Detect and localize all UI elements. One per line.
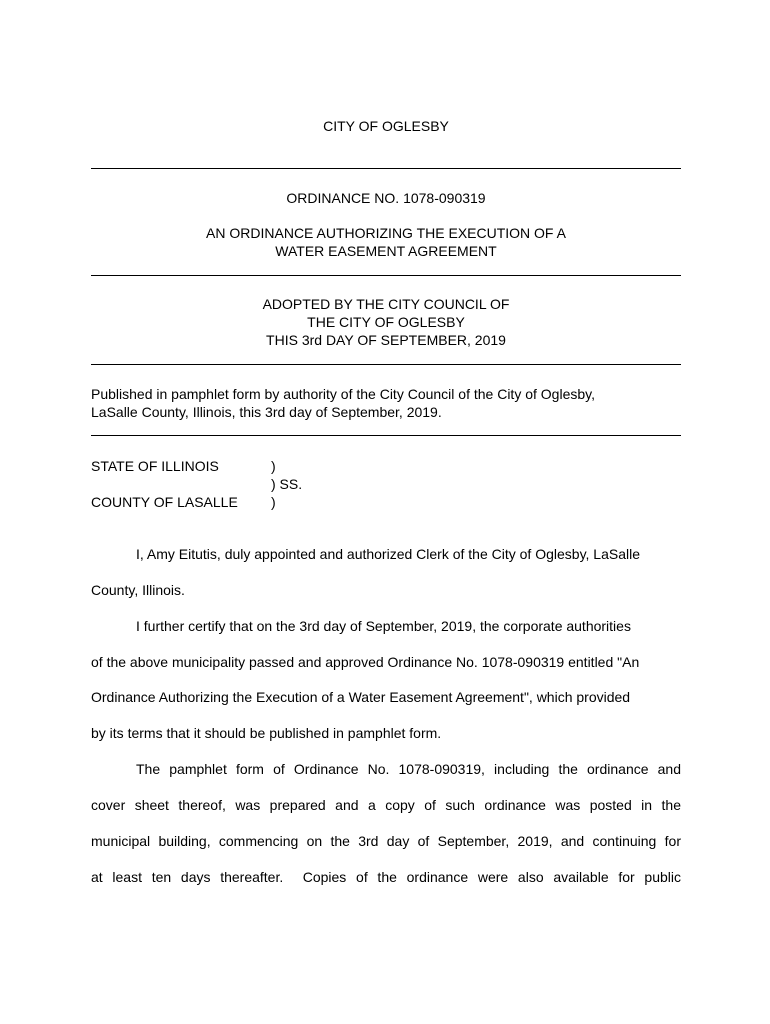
publication-line-2: LaSalle County, Illinois, this 3rd day of September, 2019. bbox=[91, 404, 442, 420]
ordinance-title-line-2: WATER EASEMENT AGREEMENT bbox=[275, 243, 497, 259]
cert-p2-line-3: Ordinance Authorizing the Execution of a Water Easement Agreement", which provided bbox=[91, 689, 631, 705]
cert-p2-line-4: by its terms that it should be published in pamphlet form. bbox=[91, 725, 442, 741]
cert-p1-line-2: County, Illinois. bbox=[91, 582, 185, 598]
venue-bracket-ss: ) SS. bbox=[271, 476, 303, 492]
adoption-line-1: ADOPTED BY THE CITY COUNCIL OF bbox=[262, 296, 510, 312]
divider-rule-2 bbox=[91, 275, 681, 276]
adoption-line-3: THIS 3rd DAY OF SEPTEMBER, 2019 bbox=[266, 332, 506, 348]
cert-p3-line-4: at least ten days thereafter. Copies of the ordinance were also available for public bbox=[91, 869, 681, 885]
divider-rule-3 bbox=[91, 364, 681, 365]
divider-rule-4 bbox=[91, 435, 681, 436]
venue-bracket-1: ) bbox=[271, 458, 276, 474]
divider-rule-1 bbox=[91, 168, 681, 169]
cert-p3-line-3: municipal building, commencing on the 3rd day of September, 2019, and continuing for bbox=[91, 833, 681, 849]
cert-p2-line-1: I further certify that on the 3rd day of September, 2019, the corporate authorities bbox=[136, 618, 631, 634]
venue-bracket-3: ) bbox=[271, 494, 276, 510]
cert-p1-line-1: I, Amy Eitutis, duly appointed and authorized Clerk of the City of Oglesby, LaSalle bbox=[136, 546, 641, 562]
cert-p2-line-2: of the above municipality passed and approved Ordinance No. 1078-090319 entitled "An bbox=[91, 654, 640, 670]
cert-p3-line-2: cover sheet thereof, was prepared and a copy of such ordinance was posted in the bbox=[91, 797, 681, 813]
ordinance-number: ORDINANCE NO. 1078-090319 bbox=[286, 190, 486, 206]
publication-line-1: Published in pamphlet form by authority of the City Council of the City of Oglesby, bbox=[91, 386, 595, 402]
state-label: STATE OF ILLINOIS bbox=[91, 458, 219, 474]
cert-p3-line-1: The pamphlet form of Ordinance No. 1078-090319, including the ordinance and bbox=[136, 761, 681, 777]
county-label: COUNTY OF LASALLE bbox=[91, 494, 238, 510]
adoption-line-2: THE CITY OF OGLESBY bbox=[307, 314, 465, 330]
city-title: CITY OF OGLESBY bbox=[323, 118, 449, 134]
ordinance-title-line-1: AN ORDINANCE AUTHORIZING THE EXECUTION OF A bbox=[206, 225, 566, 241]
